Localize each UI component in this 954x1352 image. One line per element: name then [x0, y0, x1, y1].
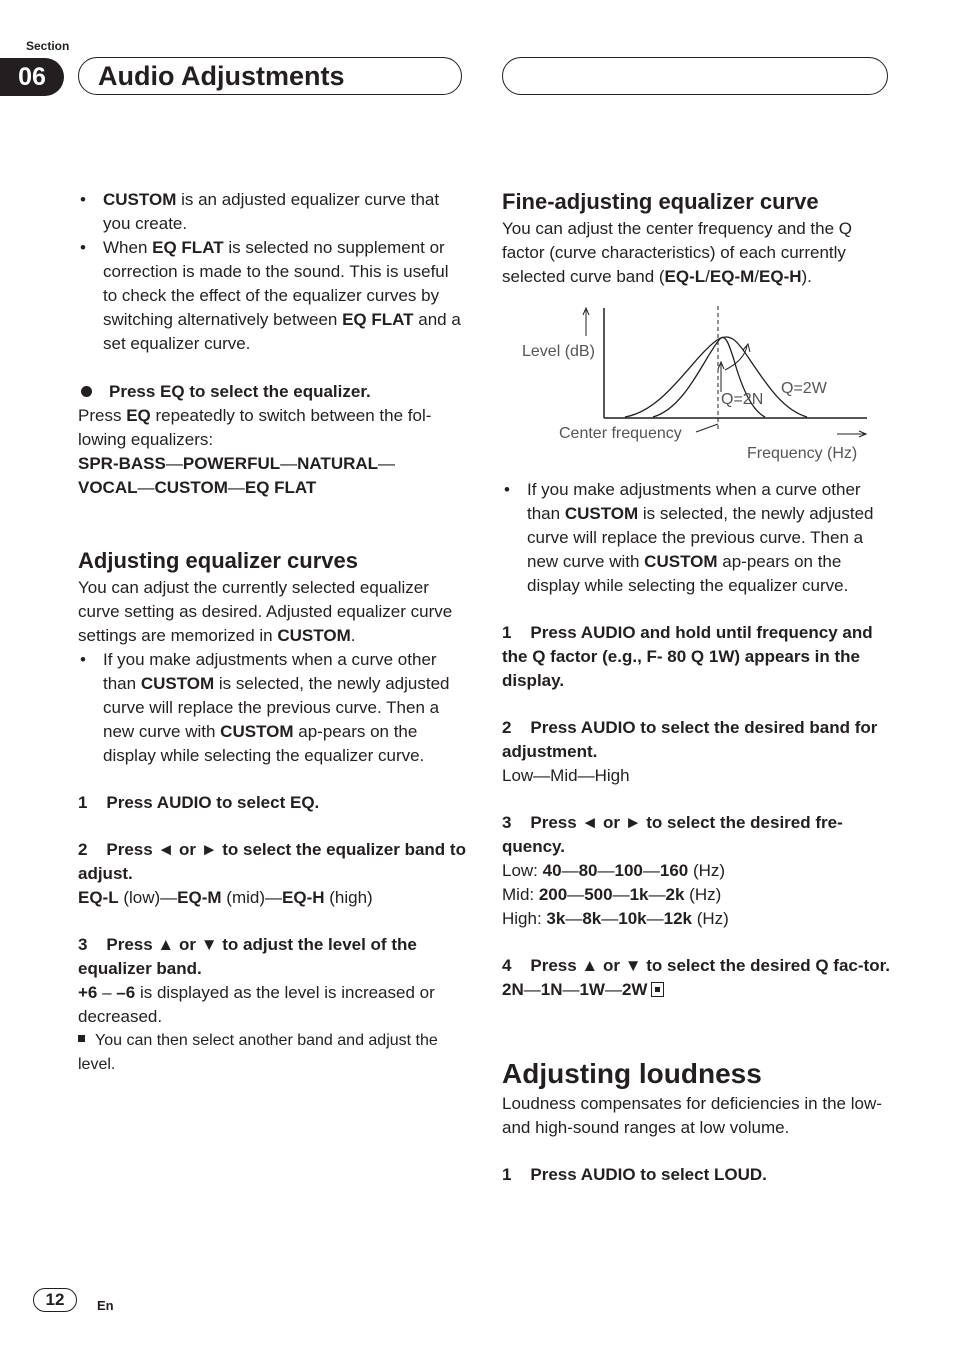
step-3-right: 3 Press ◄ or ► to select the desired fre-quency. [502, 813, 843, 856]
heading-adjusting-eq: Adjusting equalizer curves [78, 548, 358, 573]
center-leader-line [696, 424, 718, 432]
fine-description: You can adjust the center frequency and the Q factor (curve characteristics) of each currently selected curve band (EQ-L/EQ-M/EQ-H). [502, 219, 853, 286]
q-factor-sequence: 2N—1N—1W—2W [502, 978, 890, 1002]
center-frequency-label: Center frequency [559, 425, 682, 442]
loudness-description: Loudness compensates for deficiencies in the low- and high-sound ranges at low volume. [502, 1094, 882, 1137]
eq-curve-diagram [515, 300, 875, 470]
step-1-left: 1 Press AUDIO to select EQ. [78, 793, 320, 812]
step-4-right: 4 Press ▲ or ▼ to select the desired Q fac-tor. [502, 956, 890, 975]
band-sequence: EQ-L (low)—EQ-M (mid)—EQ-H (high) [78, 888, 373, 907]
step-1-right: 1 Press AUDIO and hold until frequency and the Q factor (e.g., F- 80 Q 1W) appears in the display. [502, 623, 873, 690]
right-column-lower [502, 478, 890, 1187]
bullet-adjust-custom: • If you make adjustments when a curve other than CUSTOM is selected, the newly adjusted curve will replace the previous curve. Then a new curve with CUSTOM ap-pears on the display while selecting the equalizer curve. [78, 648, 466, 768]
step-3-left: 3 Press ▲ or ▼ to adjust the level of the equalizer band. [78, 935, 417, 978]
heading-adjusting-loudness: Adjusting loudness [502, 1058, 762, 1089]
level-label: Level (dB) [522, 343, 595, 360]
heading-fine-adjusting: Fine-adjusting equalizer curve [502, 189, 819, 214]
blank-header-frame [502, 57, 888, 95]
bullet-eq-flat: • When EQ FLAT is selected no supplement or correction is made to the sound. This is useful to check the effect of the equalizer curves by switching alternatively between EQ FLAT and a set equalizer curve. [78, 236, 466, 356]
page-title: Audio Adjustments [98, 61, 345, 91]
eq-description: Press EQ repeatedly to switch between the fol-lowing equalizers: [78, 406, 432, 449]
note-select-band: You can then select another band and adjust the level. [78, 1032, 438, 1073]
freq-row-low: Low: 40—80—100—160 (Hz) [502, 861, 726, 880]
step-1-loudness: 1 Press AUDIO to select LOUD. [502, 1165, 767, 1184]
q-2w-label: Q=2W [781, 380, 827, 397]
curve-q-wide [625, 337, 807, 417]
note-square-icon [78, 1035, 85, 1042]
bullet-custom: • CUSTOM is an adjusted equalizer curve that you create. [78, 188, 466, 236]
step-2-left: 2 Press ◄ or ► to select the equalizer band to adjust. [78, 840, 466, 883]
step-press-eq: Press EQ to select the equalizer. [78, 380, 466, 404]
equalizer-sequence: SPR-BASS—POWERFUL—NATURAL— VOCAL—CUSTOM—EQ FLAT [78, 454, 396, 497]
end-mark-icon [651, 982, 664, 997]
level-range: +6 – –6 is displayed as the level is increased or decreased. [78, 983, 435, 1026]
right-column [502, 188, 890, 289]
section-number: 06 [0, 58, 64, 96]
bullet-fine-custom: • If you make adjustments when a curve other than CUSTOM is selected, the newly adjusted curve will replace the previous curve. Then a new curve with CUSTOM ap-pears on the display while selecting the equalizer curve. [502, 478, 890, 598]
section-label: Section [26, 39, 70, 53]
freq-row-high: High: 3k—8k—10k—12k (Hz) [502, 909, 729, 928]
page-number: 12 [33, 1288, 77, 1312]
step-2-right: 2 Press AUDIO to select the desired band for adjustment. [502, 718, 878, 761]
adjust-description: You can adjust the currently selected equalizer curve setting as desired. Adjusted equalizer curve settings are memorized in CUSTOM. [78, 578, 453, 645]
language-code: En [97, 1298, 114, 1313]
q-2n-label: Q=2N [721, 391, 764, 408]
freq-row-mid: Mid: 200—500—1k—2k (Hz) [502, 885, 722, 904]
left-column [78, 188, 466, 1077]
band-list: Low—Mid—High [502, 766, 630, 785]
frequency-label: Frequency (Hz) [747, 445, 858, 462]
